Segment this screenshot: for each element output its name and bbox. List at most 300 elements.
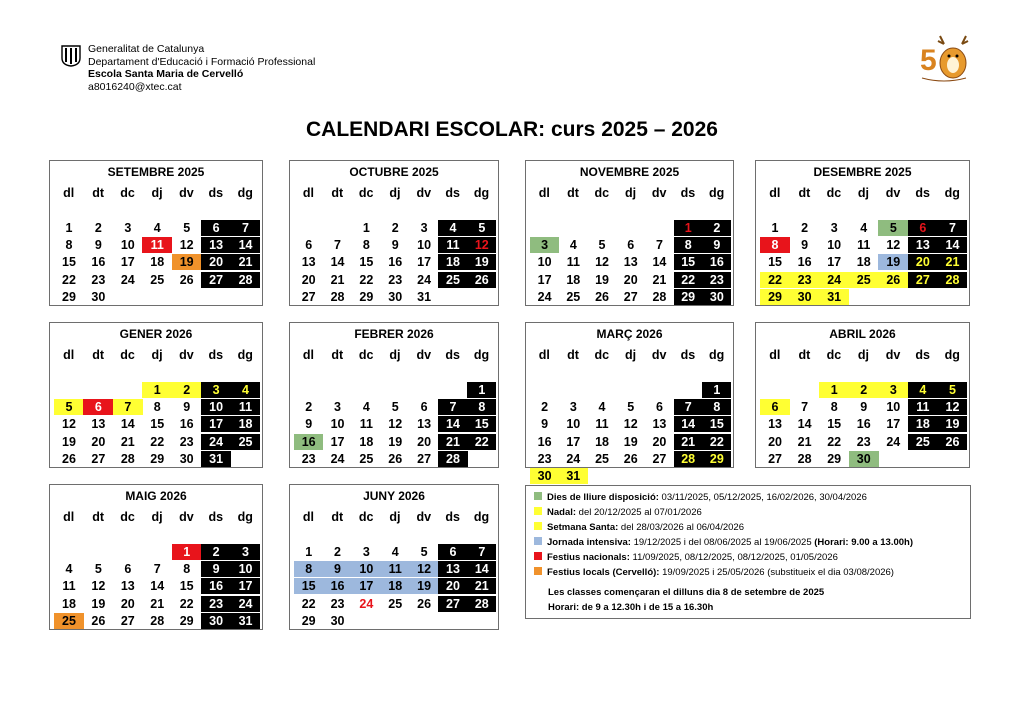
- weekday-label: dc: [120, 510, 135, 524]
- calendar-day: 8: [702, 399, 731, 415]
- weekday-label: dg: [944, 348, 960, 362]
- legend-swatch: [534, 492, 542, 500]
- calendar-day: 28: [674, 451, 703, 467]
- calendar-day: 6: [83, 399, 113, 415]
- calendar-day: 3: [124, 221, 132, 235]
- calendar-day: 13: [120, 579, 135, 594]
- calendar-day: 7: [231, 220, 261, 236]
- calendar-day: 22: [760, 272, 790, 288]
- calendar-day: 22: [359, 272, 374, 287]
- calendar-day: 2: [94, 221, 102, 235]
- calendar-day: 3: [569, 400, 577, 415]
- calendar-day: 28: [652, 289, 667, 304]
- calendar-day: 8: [294, 561, 323, 577]
- weekday-label: dv: [179, 186, 194, 200]
- weekday-label: dl: [63, 186, 75, 200]
- calendar-day: 26: [179, 272, 194, 287]
- month-name: MARÇ 2026: [596, 327, 663, 341]
- calendar-day: 25: [849, 272, 879, 288]
- calendar-day: 11: [381, 561, 410, 577]
- calendar-day: 21: [467, 578, 496, 594]
- legend-label: Dies de lliure disposició:: [547, 492, 659, 503]
- legend-item-nadal: [534, 507, 702, 519]
- calendar-day: 21: [937, 254, 967, 270]
- calendar-day: 8: [830, 400, 838, 415]
- calendar-day: 30: [702, 289, 731, 305]
- calendar-day: 24: [330, 451, 345, 466]
- school-50-anniversary-logo-icon: [918, 30, 970, 86]
- calendar-day: 14: [120, 417, 135, 432]
- calendar-day: 12: [62, 417, 76, 432]
- weekday-label: dc: [826, 186, 842, 200]
- calendar-day: 26: [595, 289, 609, 304]
- weekday-label: dt: [92, 510, 105, 524]
- calendar-day: 27: [301, 289, 316, 304]
- calendar-day: 24: [201, 434, 231, 450]
- weekday-label: dj: [857, 348, 870, 362]
- calendar-day: 25: [438, 272, 467, 288]
- weekday-label: dl: [302, 186, 314, 200]
- calendar-day: 11: [857, 238, 871, 253]
- weekday-label: dj: [389, 186, 401, 200]
- calendar-day: 23: [201, 596, 231, 612]
- calendar-day: 26: [91, 613, 106, 628]
- month-name: DESEMBRE 2025: [813, 165, 912, 179]
- calendar-day: 17: [827, 255, 842, 270]
- hours-note: Horari: de 9 a 12.30h i de 15 a 16.30h: [548, 602, 714, 613]
- calendar-day: 17: [417, 255, 432, 270]
- calendar-day: 14: [330, 255, 345, 270]
- calendar-day: 15: [294, 578, 323, 594]
- legend-swatch: [534, 537, 542, 545]
- calendar-day: 8: [65, 238, 73, 253]
- calendar-day: 11: [359, 417, 373, 432]
- calendar-day: 9: [391, 238, 399, 253]
- calendar-day: 20: [623, 272, 638, 287]
- legend-label: Nadal:: [547, 507, 577, 518]
- calendar-day: 26: [623, 451, 638, 466]
- weekday-label: dl: [63, 510, 75, 524]
- calendar-day: 3: [362, 545, 370, 559]
- calendar-day: 2: [541, 400, 549, 415]
- calendar-day: 4: [569, 238, 577, 253]
- month-name: MAIG 2026: [125, 489, 187, 503]
- weekday-label: dv: [651, 348, 667, 362]
- calendar-day: 29: [702, 451, 731, 467]
- calendar-day: 6: [760, 399, 790, 415]
- calendar-day: 15: [674, 254, 703, 270]
- calendar-day: 6: [438, 544, 467, 560]
- calendar-day: 1: [362, 221, 370, 235]
- calendar-day: 28: [797, 451, 812, 466]
- generalitat-seal-icon: [60, 45, 82, 67]
- month-7: [755, 322, 970, 468]
- calendar-day: 25: [150, 272, 165, 287]
- calendar-day: 14: [937, 237, 967, 253]
- weekday-label: dc: [358, 186, 374, 200]
- calendar-day: 9: [702, 237, 731, 253]
- weekday-label: ds: [445, 348, 460, 362]
- calendar-day: 2: [391, 221, 399, 235]
- calendar-day: 7: [438, 399, 467, 415]
- calendar-day: 15: [768, 255, 782, 270]
- calendar-day: 28: [467, 596, 496, 612]
- calendar-day: 20: [91, 434, 106, 449]
- calendar-day: 31: [201, 451, 231, 467]
- legend-swatch: [534, 507, 542, 515]
- calendar-day: 10: [886, 400, 901, 415]
- calendar-day: 8: [760, 237, 790, 253]
- weekday-label: dv: [416, 348, 432, 362]
- calendar-day: 3: [878, 382, 908, 398]
- calendar-day: 17: [566, 434, 581, 449]
- calendar-day: 18: [856, 255, 871, 270]
- calendar-day: 7: [153, 562, 161, 577]
- calendar-day: 12: [409, 561, 438, 577]
- weekday-label: dj: [151, 510, 163, 524]
- calendar-day: 27: [438, 596, 467, 612]
- calendar-day: 15: [179, 579, 194, 594]
- calendar-day: 24: [120, 272, 135, 287]
- calendar-day: 21: [674, 434, 703, 450]
- calendar-day: 15: [359, 255, 374, 270]
- calendar-day: 26: [467, 272, 496, 288]
- calendar-day: 22: [150, 434, 165, 449]
- calendar-day: 30: [179, 451, 194, 466]
- calendar-day: 20: [120, 596, 135, 611]
- calendar-day: 4: [438, 220, 467, 236]
- weekday-label: dj: [624, 186, 637, 200]
- calendar-day: 18: [908, 416, 938, 432]
- calendar-day: 25: [566, 289, 581, 304]
- calendar-day: 20: [768, 434, 782, 449]
- weekday-label: dg: [237, 186, 253, 200]
- calendar-day: 24: [417, 272, 432, 287]
- weekday-label: ds: [445, 186, 460, 200]
- calendar-day: 17: [120, 255, 135, 270]
- calendar-day: 9: [323, 561, 352, 577]
- calendar-day: 15: [827, 417, 842, 432]
- calendar-day: 25: [388, 596, 403, 611]
- legend-text: del 20/12/2025 al 07/01/2026: [576, 507, 702, 518]
- calendar-day: 29: [179, 613, 194, 628]
- calendar-day: 15: [150, 417, 165, 432]
- calendar-day: 5: [598, 238, 606, 253]
- calendar-day: 13: [908, 237, 938, 253]
- calendar-day: 11: [908, 399, 938, 415]
- calendar-day: 30: [91, 289, 106, 304]
- calendar-day: 20: [301, 272, 316, 287]
- weekday-label: dl: [538, 348, 550, 362]
- calendar-day: 22: [827, 434, 842, 449]
- calendar-day: 18: [150, 255, 165, 270]
- calendar-day: 23: [856, 434, 871, 449]
- calendar-day: 9: [94, 238, 102, 253]
- calendar-day: 3: [530, 237, 559, 253]
- calendar-day: 19: [91, 596, 106, 611]
- month-name: OCTUBRE 2025: [349, 165, 439, 179]
- calendar-day: 9: [860, 400, 868, 415]
- calendar-day: 23: [537, 451, 552, 466]
- calendar-day: 29: [827, 451, 842, 466]
- weekday-label: dg: [708, 186, 725, 200]
- calendar-day: 24: [231, 596, 261, 612]
- calendar-day: 9: [305, 417, 313, 432]
- calendar-day: 27: [908, 272, 938, 288]
- calendar-day: 19: [388, 434, 403, 449]
- weekday-label: dl: [302, 348, 314, 362]
- calendar-day: 19: [172, 254, 202, 270]
- calendar-day: 7: [113, 399, 143, 415]
- calendar-day: 12: [886, 238, 901, 253]
- calendar-day: 19: [467, 254, 496, 270]
- month-name: FEBRER 2026: [354, 327, 434, 341]
- month-name: ABRIL 2026: [829, 327, 896, 341]
- calendar-day: 21: [330, 272, 345, 287]
- weekday-label: ds: [208, 186, 224, 200]
- calendar-day: 27: [768, 451, 782, 466]
- calendar-day: 9: [541, 417, 549, 432]
- calendar-day: 1: [771, 221, 779, 235]
- svg-text:5: 5: [920, 44, 937, 77]
- calendar-day: 13: [652, 417, 667, 432]
- calendar-day: 1: [467, 382, 496, 398]
- calendar-day: 17: [886, 417, 901, 432]
- calendar-day: 7: [801, 400, 809, 415]
- calendar-day: 28: [330, 289, 345, 304]
- weekday-label: dt: [92, 348, 105, 362]
- calendar-day: 1: [65, 221, 73, 235]
- calendar-day: 6: [655, 400, 663, 415]
- calendar-day: 23: [790, 272, 820, 288]
- weekday-label: dc: [358, 348, 374, 362]
- weekday-label: dv: [179, 510, 194, 524]
- weekday-label: dg: [473, 348, 490, 362]
- weekday-label: dc: [826, 348, 842, 362]
- weekday-label: dl: [302, 510, 314, 524]
- calendar-day: 22: [702, 434, 731, 450]
- legend-label: Setmana Santa:: [547, 522, 619, 533]
- weekday-label: ds: [445, 510, 460, 524]
- calendar-day: 29: [760, 289, 790, 305]
- calendar-day: 27: [623, 289, 638, 304]
- calendar-day: 4: [231, 382, 261, 398]
- calendar-day: 8: [467, 399, 496, 415]
- calendar-day: 30: [530, 468, 559, 484]
- calendar-day: 17: [201, 416, 231, 432]
- calendar-day: 8: [362, 238, 370, 253]
- calendar-day: 13: [301, 255, 316, 270]
- calendar-day: 1: [172, 544, 202, 560]
- calendar-day: 29: [301, 613, 316, 628]
- calendar-day: 23: [388, 272, 403, 287]
- calendar-day: 2: [849, 382, 879, 398]
- calendar-day: 27: [201, 272, 231, 288]
- calendar-day: 4: [153, 221, 161, 235]
- weekday-label: ds: [915, 186, 930, 200]
- calendar-day: 5: [627, 400, 635, 415]
- calendar-day: 5: [467, 220, 496, 236]
- month-4: [49, 322, 263, 468]
- calendar-day: 3: [830, 221, 838, 235]
- calendar-day: 18: [381, 578, 410, 594]
- calendar-day: 1: [702, 382, 731, 398]
- calendar-day: 12: [467, 237, 496, 253]
- calendar-day: 1: [305, 545, 313, 559]
- weekday-label: dj: [857, 186, 870, 200]
- weekday-label: dt: [798, 348, 811, 362]
- calendar-day: 27: [652, 451, 667, 466]
- calendar-day: 6: [627, 238, 635, 253]
- calendar-day: 3: [201, 382, 231, 398]
- calendar-day: 16: [179, 417, 194, 432]
- calendar-day: 14: [438, 416, 467, 432]
- calendar-day: 14: [150, 579, 165, 594]
- legend-item-santa: [534, 522, 744, 534]
- calendar-day: 29: [62, 289, 76, 304]
- calendar-day: 16: [702, 254, 731, 270]
- calendar-day: 1: [142, 382, 172, 398]
- calendar-day: 2: [172, 382, 202, 398]
- calendar-day: 5: [94, 562, 102, 577]
- weekday-label: dl: [769, 186, 781, 200]
- calendar-day: 22: [179, 596, 194, 611]
- calendar-day: 27: [120, 613, 135, 628]
- calendar-day: 12: [179, 238, 194, 253]
- calendar-day: 4: [860, 221, 868, 235]
- calendar-day: 14: [674, 416, 703, 432]
- weekday-label: dv: [416, 186, 432, 200]
- calendar-day: 11: [566, 255, 580, 270]
- weekday-label: dv: [179, 348, 194, 362]
- month-1: [289, 160, 499, 306]
- month-name: SETEMBRE 2025: [107, 165, 205, 179]
- calendar-day: 9: [183, 400, 191, 415]
- weekday-label: ds: [208, 510, 224, 524]
- calendar-day: 14: [797, 417, 812, 432]
- calendar-day: 3: [420, 221, 428, 235]
- calendar-day: 18: [62, 596, 76, 611]
- calendar-day: 12: [623, 417, 638, 432]
- weekday-label: dg: [237, 348, 253, 362]
- calendar-day: 13: [201, 237, 231, 253]
- calendar-day: 10: [827, 238, 842, 253]
- legend-item-lliure: [534, 492, 867, 504]
- calendar-day: 11: [62, 579, 76, 594]
- calendar-day: 24: [359, 596, 374, 611]
- legend-text: del 28/03/2026 al 06/04/2026: [618, 522, 745, 533]
- calendar-day: 9: [201, 561, 231, 577]
- calendar-day: 18: [359, 434, 374, 449]
- page-title: CALENDARI ESCOLAR: curs 2025 – 2026: [306, 118, 718, 141]
- weekday-label: dv: [651, 186, 667, 200]
- calendar-day: 5: [183, 221, 191, 235]
- calendar-day: 5: [937, 382, 967, 398]
- calendar-day: 2: [702, 220, 731, 236]
- weekday-label: dj: [389, 348, 401, 362]
- calendar-day: 28: [438, 451, 467, 467]
- calendar-day: 18: [231, 416, 261, 432]
- calendar-day: 12: [595, 255, 609, 270]
- weekday-label: dc: [120, 186, 135, 200]
- calendar-day: 26: [62, 451, 76, 466]
- legend-swatch: [534, 522, 542, 530]
- calendar-day: 19: [937, 416, 967, 432]
- calendar-day: 26: [878, 272, 908, 288]
- calendar-day: 14: [231, 237, 261, 253]
- calendar-day: 31: [231, 613, 261, 629]
- legend-bold-tail: (Horari: 9.00 a 13.00h): [814, 537, 914, 548]
- calendar-day: 10: [120, 238, 135, 253]
- calendar-day: 29: [674, 289, 703, 305]
- calendar-day: 31: [819, 289, 849, 305]
- calendar-day: 27: [91, 451, 106, 466]
- calendar-day: 28: [937, 272, 967, 288]
- calendar-day: 3: [231, 544, 261, 560]
- calendar-day: 13: [438, 561, 467, 577]
- calendar-day: 16: [201, 578, 231, 594]
- calendar-day: 21: [150, 596, 165, 611]
- calendar-day: 22: [674, 272, 703, 288]
- weekday-label: ds: [208, 348, 224, 362]
- calendar-day: 1: [674, 220, 703, 236]
- month-2: [525, 160, 734, 306]
- header-line-1: Generalitat de Catalunya: [88, 43, 205, 55]
- weekday-label: dg: [473, 186, 490, 200]
- calendar-day: 22: [62, 272, 76, 287]
- calendar-day: 24: [886, 434, 901, 449]
- calendar-day: 25: [908, 434, 938, 450]
- weekday-label: dj: [624, 348, 637, 362]
- legend-text: 03/11/2025, 05/12/2025, 16/02/2026, 30/04/2026: [658, 492, 867, 503]
- weekday-label: dt: [92, 186, 105, 200]
- calendar-day: 16: [294, 434, 323, 450]
- calendar-day: 30: [330, 613, 345, 628]
- calendar-day: 11: [595, 417, 609, 432]
- calendar-day: 20: [438, 578, 467, 594]
- calendar-day: 6: [420, 400, 428, 415]
- calendar-day: 14: [652, 255, 667, 270]
- calendar-day: 4: [391, 545, 399, 559]
- calendar-day: 13: [768, 417, 782, 432]
- calendar-day: 21: [438, 434, 467, 450]
- calendar-day: 6: [305, 238, 313, 253]
- calendar-day: 6: [124, 562, 132, 577]
- month-5: [289, 322, 499, 468]
- calendar-day: 13: [417, 417, 432, 432]
- calendar-day: 20: [652, 434, 667, 449]
- weekday-label: dl: [538, 186, 550, 200]
- weekday-label: dv: [885, 348, 901, 362]
- legend-text: 19/09/2025 i 25/05/2026 (substitueix el dia 03/08/2026): [659, 567, 894, 578]
- calendar-day: 6: [201, 220, 231, 236]
- weekday-label: dt: [798, 186, 811, 200]
- calendar-day: 20: [201, 254, 231, 270]
- calendar-day: 5: [54, 399, 84, 415]
- month-9: [289, 484, 499, 630]
- calendar-day: 10: [352, 561, 381, 577]
- calendar-day: 7: [467, 544, 496, 560]
- calendar-day: 24: [566, 451, 581, 466]
- calendar-day: 10: [330, 417, 345, 432]
- weekday-label: dg: [708, 348, 725, 362]
- calendar-day: 14: [467, 561, 496, 577]
- calendar-day: 19: [595, 272, 609, 287]
- weekday-label: ds: [680, 186, 696, 200]
- legend: [525, 485, 971, 619]
- calendar-day: 26: [937, 434, 967, 450]
- calendar-day: 8: [183, 562, 191, 577]
